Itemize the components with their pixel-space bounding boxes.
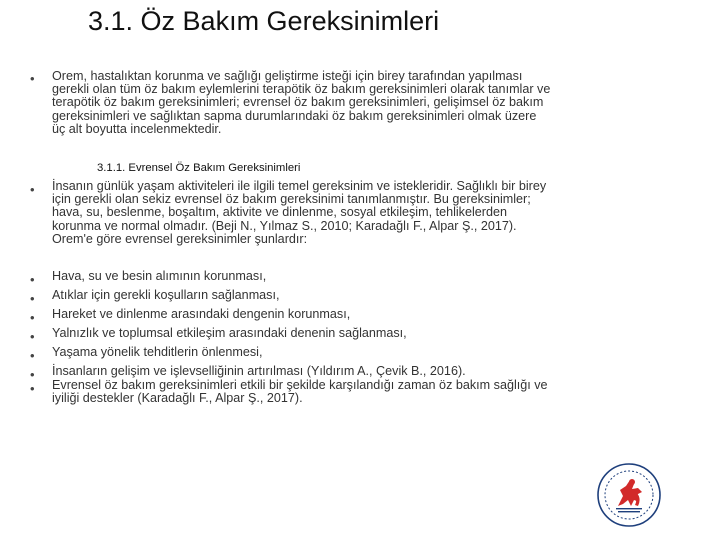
bullet-marker: • — [30, 329, 35, 344]
list-item-text: Yalnızlık ve toplumsal etkileşim arasındaki denenin sağlanması, — [52, 326, 407, 340]
bullet-marker: • — [30, 272, 35, 287]
list-item-text: Hava, su ve besin alımının korunması, — [52, 269, 267, 283]
bullet-marker: • — [30, 291, 35, 306]
bullet-marker: • — [30, 182, 35, 197]
bullet-marker: • — [30, 381, 35, 396]
bullet-marker: • — [30, 71, 35, 86]
university-seal-icon — [596, 462, 662, 528]
list-item-text: Evrensel öz bakım gereksinimleri etkili bir şekilde karşılandığı zaman öz bakım sağlığı ve iyiliği destekler (Karadağlı F., Alpar Ş., 2017). — [52, 378, 548, 406]
list-item-text: Yaşama yönelik tehditlerin önlenmesi, — [52, 345, 263, 359]
list-item-text: İnsanın günlük yaşam aktiviteleri ile ilgili temel gereksinim ve istekleridir. Sağlıklı bir birey için gerekli olan sekiz evrensel öz bakım gereksinimi tanımlanmıştır. Bu gereksinimler; hava, su, beslenme, boşaltım, aktivite ve dinlenme, sosyal etkileşim, tehlikelerden korunma ve normal olmadır. (Beji N., Yılmaz S., 2010; Karadağlı F., Alpar Ş., 2017). Orem'e göre evrensel gereksinimler şunlardır: — [52, 179, 547, 246]
bullet-marker: • — [30, 367, 35, 382]
intro-bullet-text: Orem, hastalıktan korunma ve sağlığı geliştirme isteği için birey tarafından yapılması gerekli olan tüm öz bakım eylemlerini terapötik öz bakım gereksinimleri olarak tanımlar ve terapötik öz bakım gereksinimleri; evrensel öz bakım gereksinimleri, gelişimsel öz bakım gereksinimleri ve sağlıktan sapma durumlarındaki öz bakım gereksinimleri olmak üzere üç alt boyutta incelenmektedir. — [52, 69, 551, 136]
bullet-marker: • — [30, 348, 35, 363]
bullet-marker: • — [30, 310, 35, 325]
list-item-text: Atıklar için gerekli koşulların sağlanması, — [52, 288, 280, 302]
list-item-text: Hareket ve dinlenme arasındaki dengenin korunması, — [52, 307, 351, 321]
slide-title: 3.1. Öz Bakım Gereksinimleri — [88, 6, 440, 36]
section-subheading: 3.1.1. Evrensel Öz Bakım Gereksinimleri — [97, 162, 301, 174]
list-item-text: İnsanların gelişim ve işlevselliğinin artırılması (Yıldırım A., Çevik B., 2016). — [52, 364, 466, 378]
